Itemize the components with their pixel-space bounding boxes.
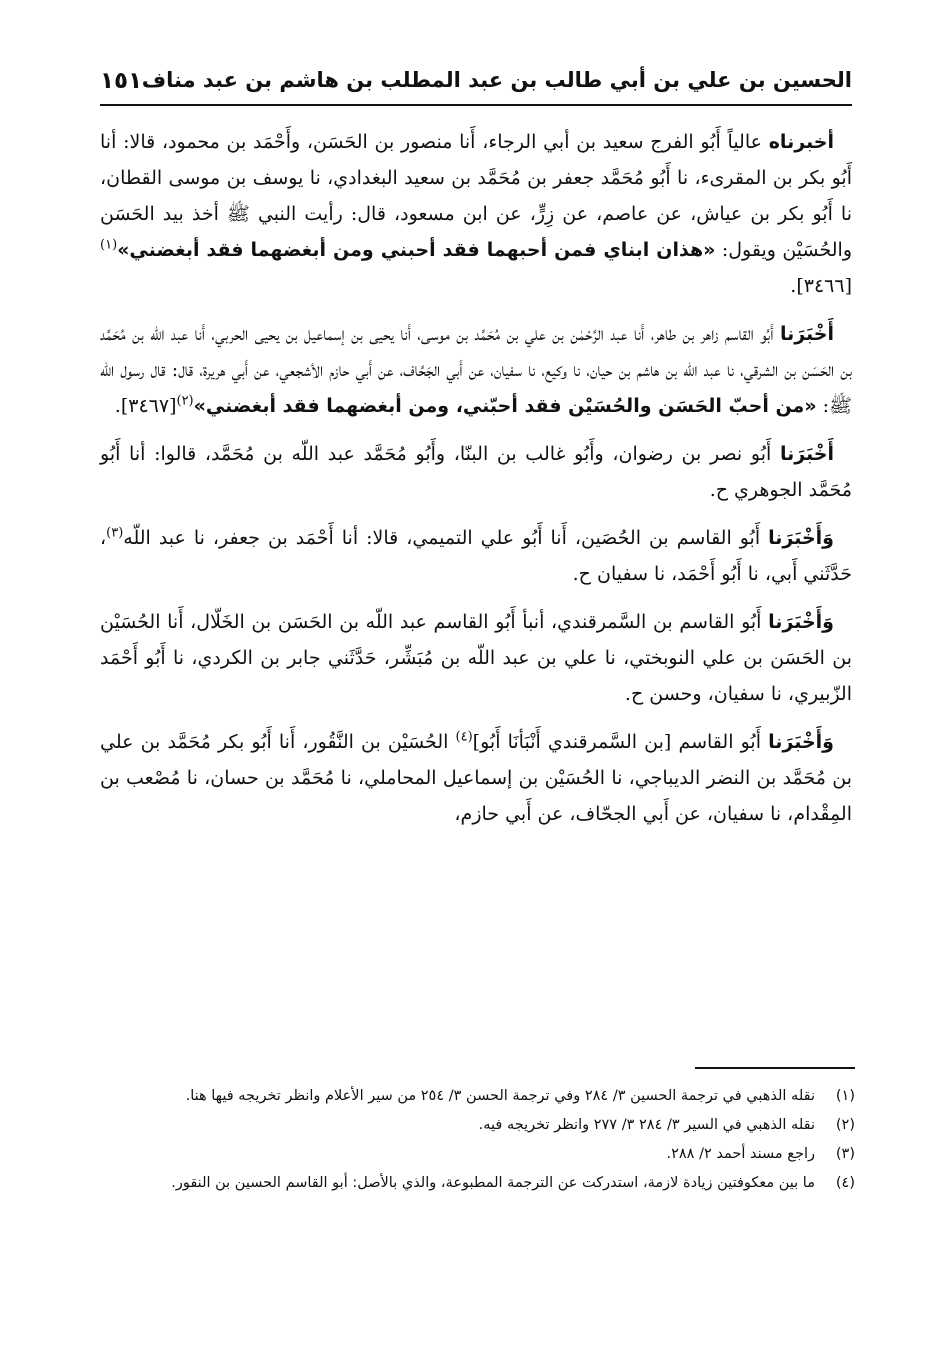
- paragraph-tail: الحُسَيْن بن النَّقُور، أَنا أَبُو بكر مُحَمَّد بن علي بن مُحَمَّد بن النضر الديباجي، نا الحُسَيْن بن إسماعيل المحاملي، نا مُحَمَّد بن حسان، نا مُصْعب بن المِقْدام، نا سفيان، عن أَبي الجحّاف، عن أَبي حازم،: [100, 731, 852, 825]
- paragraph-lead: وَأَخْبَرَنا: [768, 611, 834, 633]
- header-rule: [100, 104, 852, 106]
- footnote-reference: (٢): [176, 393, 194, 409]
- paragraph-2: [100, 316, 852, 424]
- paragraph-text: أَبُو القاسم بن السَّمرقندي، أنبأ أَبُو القاسم عبد اللّه بن الحَسَن بن الخَلّال، أَنا الحُسَيْن بن الحَسَن بن علي النوبختي، نا علي بن عبد اللّه بن مُبَشِّر، حَدَّثَني جابر بن الكردي، نا أَبُو أَحْمَد الزّبيري، نا سفيان، وحسن ح.: [100, 611, 852, 705]
- footnote-text: نقله الذهبي في ترجمة الحسين ٣/ ٢٨٤ وفي ترجمة الحسن ٣/ ٢٥٤ من سير الأعلام وانظر تخريجه فيها هنا.: [185, 1088, 815, 1104]
- paragraph-lead: أَخْبَرَنا: [779, 323, 834, 345]
- paragraph-tail: ، حَدَّثَني أَبي، نا أَبُو أَحْمَد، نا سفيان ح.: [100, 527, 852, 585]
- paragraph-5: [100, 604, 852, 712]
- hadith-text: «من أحبّ الحَسَن والحُسَيْن فقد أحبّني، ومن أبغضهما فقد أبغضني»: [193, 395, 817, 417]
- footnote-number: (١): [835, 1088, 855, 1104]
- paragraph-4: [100, 520, 852, 592]
- footnotes: [100, 1084, 855, 1200]
- hadith-text: «هذان ابناي فمن أحبهما فقد أحبني ومن أبغضهما فقد أبغضني»: [117, 239, 716, 261]
- paragraph-6: [100, 724, 852, 832]
- paragraph-tail: [٣٤٦٦].: [790, 275, 852, 297]
- footnote-4: [100, 1171, 855, 1196]
- paragraph-3: [100, 436, 852, 508]
- footnote-text: راجع مسند أحمد ٢/ ٢٨٨.: [666, 1146, 815, 1162]
- footnote-text: نقله الذهبي في السير ٣/ ٢٨٤ ٣/ ٢٧٧ وانظر تخريجه فيه.: [478, 1117, 815, 1133]
- footnote-3: [100, 1142, 855, 1167]
- paragraph-text: أَبُو القاسم زاهر بن طاهر، أَنا عبد الرَّحْمٰن بن علي بن مُحَمَّد بن موسى، أَنا يحيى بن إسماعيل بن يحيى الحربي، أَنا عبد اللّه بن مُحَمَّد بن الحَسَن بن الشرقي، نا عبد اللّه بن هاشم بن حيان، نا وكيع، نا سفيان، عن أَبي الجَحَّاف، عن أَبي حازم الأشجعي، عن أَبي هريرة، قال: قال رسول اللّه ﷺ:: [100, 323, 852, 417]
- paragraph-lead: وَأَخْبَرَنا: [768, 527, 834, 549]
- paragraph-text: أَبُو القاسم [بن السَّمرقندي أَنْبَأنَا أَبُو]: [472, 731, 769, 753]
- running-title: الحسين بن علي بن أبي طالب بن عبد المطلب بن هاشم بن عبد مناف: [141, 68, 852, 92]
- footnote-number: (٢): [835, 1117, 855, 1133]
- footnote-reference: (٣): [106, 525, 124, 541]
- footnote-reference: (١): [100, 237, 118, 253]
- footnote-1: [100, 1084, 855, 1109]
- page-number: ١٥١: [100, 68, 143, 94]
- paragraph-text: عالياً أَبُو الفرج سعيد بن أبي الرجاء، أَنا منصور بن الحَسَن، وأَحْمَد بن محمود، قالا: أنا أَبُو بكر بن المقرىء، نا أَبُو مُحَمَّد جعفر بن مُحَمَّد بن سعيد البغدادي، نا يوسف بن موسى القطان، نا أَبُو بكر بن عياش، عن عاصم، عن زِرٍّ، عن ابن مسعود، قال: رأيت النبي ﷺ أخذ بيد الحَسَن والحُسَيْن ويقول:: [100, 131, 852, 261]
- paragraph-tail: [٣٤٦٧].: [114, 395, 177, 417]
- paragraph-lead: أخبرناه: [768, 131, 834, 153]
- paragraph-lead: وَأَخْبَرَنا: [768, 731, 834, 753]
- paragraph-text: أَبُو القاسم بن الحُصَين، أَنا أَبُو علي التميمي، قالا: أنا أَحْمَد بن جعفر، نا عبد اللّه: [123, 527, 769, 549]
- paragraph-lead: أَخْبَرَنا: [779, 443, 834, 465]
- footnote-text: ما بين معكوفتين زيادة لازمة، استدركت عن الترجمة المطبوعة، والذي بالأصل: أبو القاسم الحسين بن النقور.: [171, 1175, 815, 1191]
- main-text: [100, 124, 852, 844]
- paragraph-1: [100, 124, 852, 304]
- page-header: [100, 66, 852, 106]
- footnote-number: (٤): [835, 1175, 855, 1191]
- footnote-2: [100, 1113, 855, 1138]
- footnote-number: (٣): [835, 1146, 855, 1162]
- footnote-separator: [695, 1067, 855, 1069]
- paragraph-text: أَبُو نصر بن رضوان، وأَبُو غالب بن البنّا، وأَبُو مُحَمَّد عبد اللّه بن مُحَمَّد، قالوا: أنا أَبُو مُحَمَّد الجوهري ح.: [100, 443, 852, 501]
- footnote-reference: (٤): [455, 729, 473, 745]
